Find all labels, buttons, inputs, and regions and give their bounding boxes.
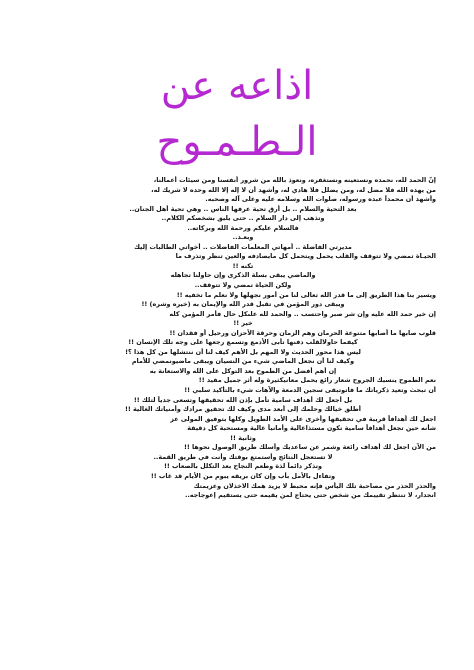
body-line: ويسير بنا هذا الطريق إلى ما قدر الله تعالى لنا من أمور نجهلها ولا نعلم ما تخفيه !! — [176, 290, 436, 299]
body-line: اجعل لك أهدافاً قريبة في تحقيقها وأخرى على الأمد الطويل وكلها بتوفيق المولى عز — [170, 414, 436, 423]
body-line: بعد التحية والسلام .. بل أرق تحية عرفها الناس .. وهي تحية أهل الجنان.. — [129, 204, 357, 213]
body-line: بل أجعل لك أهداف سامية تأمل بإذن الله تحقيقها وتسعى جدياً لتلك !! — [133, 395, 353, 404]
body-line: لا تستعجل النتائج وأستمتع بوقتك وأنت في طريق القمة.. — [153, 452, 333, 461]
body-line: وثانية !! — [230, 433, 256, 442]
body-line: والحذر الحذر من مصاحبة تلك اليأس فإنه محبط لا يزيد همك الاخذلان وعزيمتك — [193, 481, 436, 490]
title-line-1: اذاعه عن — [160, 63, 314, 109]
body-line: إن خير حمد الله عليه وإن شر صبر واحتسب .. والحمد لله علىكل حال فأمر المؤمن كله — [169, 309, 436, 318]
body-line: شأنه حين تجعل أهدافاً سامية تكون مستذاغالية وأمانياً غالية ومستحبة كل دقيقة — [187, 424, 436, 433]
body-line: من يهده الله فلا مضل له، ومن يضلل فلا هادي له، وأشهد أن لا إله إلا الله وحده لا شريك له، — [151, 185, 436, 194]
body-line: إنّ الحمد لله، نحمده ونستعينه ونستغفره، ونعوذ بالله من شرور أنفسنا ومن سيئات أعمالنا، — [153, 176, 436, 184]
body-line: مديرتي الفاضلة .. أمهاتي المعلمات الفاضلات .. أخواتي الطالبات إليك — [134, 242, 352, 251]
body-line: ولكن الحياة تمضي ولا تتوقف.. — [194, 281, 292, 290]
body-line: أطلق خيالك وحلمك إلى أبعد مدى وكيف لك تحقيق مرادك وأمنياتك الغالية !! — [124, 405, 361, 414]
body-line: قلوب صابها ما أصابها متنوعة الحرمان وهم الزمان وحرقة الأحزان ورحيل أو فقدان !! — [169, 328, 436, 337]
body-line: وأشهد أن محمداً عبده ورسوله، صلوات الله وسلامه عليه وعلى آله وصحبه. — [205, 195, 436, 204]
body-line: وتذكر دائماً لذة وطعم النجاح بعد التكلل بالصعاب !! — [163, 462, 323, 471]
body-line: وكيف لنا أن نجعل الماضي شيء من النسيان ويبقى ماضيونمضي للأمام — [131, 357, 355, 366]
body-line: وبعـد.. — [232, 233, 254, 242]
body-line: نعم الطموح ينسيك الجروح شعار رائع يحمل معانيكثيرة وله أثر جميل مفيد !! — [198, 376, 436, 385]
body-line: كيفما حاولالقلب دفنها تأبى الأدمع وتسمع رجعها على وجه تلك الإنسان !! — [128, 338, 358, 347]
document-body — [50, 176, 436, 501]
body-line: انحدار، لا تنتظر تقييمك من شخص حتى يحتاج لمن يقيمه حتى يستقيم إعوجاجه.. — [184, 491, 436, 500]
body-line: والماضي يبقى بسلة الذكرى وإن حاولنا تجاهله — [170, 271, 316, 280]
body-line: من الآن اجعل لك أهداف رائعة وشمر عن ساعديك وأسلك طريق الوصول نحوها !! — [183, 443, 436, 452]
body-line: الحيـاة تمضي ولا تتوقف والقلب يحمل ويتحمل كل مايصادفه والعين تنظر وتذرف ما — [175, 252, 436, 261]
body-line: إن أهم أفضل من الطموح بعد التوكل على الله والاستعانة به — [149, 366, 337, 375]
body-line: ويبقى دور المؤمن في تقبل قدر الله والإيمان به (خيره وشره) !! — [141, 300, 345, 309]
body-line: ليس هذا محور الحديث ولا المهم بل الأهم كيف لنا أن ننتشلها من كل هذا ؟! — [125, 347, 361, 356]
body-line: وتذهب إلى دار السلام .. حتى يليق بشخصكم الكلام.. — [161, 214, 325, 223]
body-line: فالسلام عليكم ورحمة الله وبركاته.. — [187, 223, 299, 232]
body-line: تكنه !! — [232, 261, 254, 270]
body-line: وتفاءل بالأمل بأب وإن كان بريقه يبوم من الأيام قد غاب !! — [150, 471, 336, 480]
body-line: أن تبحث وتعيد ذكرياتك ما فاتوتبقى سجين الدمعة والآهات شيء بالتأكيد سلبي !! — [184, 386, 436, 395]
body-line: خير !! — [233, 319, 253, 328]
title-line-2: الـطـمـوح — [156, 119, 318, 165]
